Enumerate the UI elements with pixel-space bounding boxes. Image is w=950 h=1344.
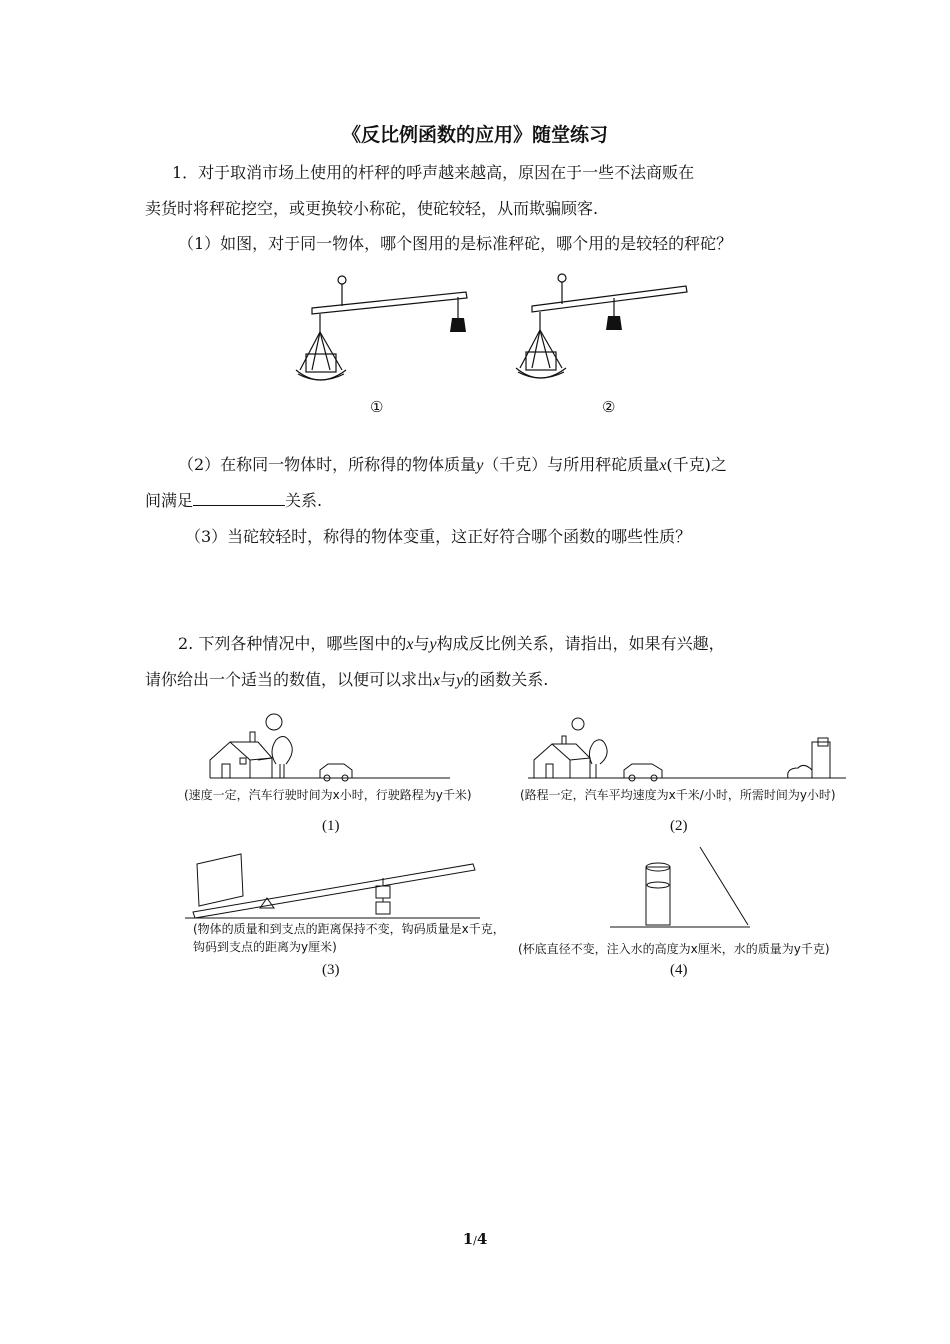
page-total: 4: [476, 1230, 488, 1248]
steelyard-weight: [450, 318, 466, 332]
building: [812, 742, 830, 778]
q1-sub2-text-c: (千克)之: [666, 455, 727, 474]
q2-line1-c: 构成反比例关系，请指出，如果有兴趣，: [436, 634, 725, 653]
page-separator: /: [473, 1234, 477, 1247]
steelyard-weight: [606, 316, 622, 330]
page-footer: [0, 1230, 950, 1248]
water-surface: [647, 882, 669, 888]
sun: [266, 714, 282, 730]
steelyard-hook-circle: [338, 276, 346, 284]
var-y: y: [429, 636, 437, 653]
answer-blank[interactable]: [193, 491, 285, 506]
fig-label-2: ②: [602, 400, 616, 416]
scene-figure-1: [180, 708, 480, 783]
steelyard-goods-box: [306, 354, 336, 372]
sight-line: [700, 847, 748, 925]
q1-sub3: （3）当砣较轻时，称得的物体变重，这正好符合哪个函数的哪些性质？: [185, 527, 692, 546]
steelyard-figure-1: [290, 270, 480, 395]
var-y: y: [456, 672, 464, 689]
q2-line2: [145, 670, 548, 691]
steelyard-hook-circle: [558, 274, 566, 282]
sun: [572, 718, 584, 730]
lever-figure: [185, 850, 485, 920]
fig4-caption: (杯底直径不变，注入水的高度为x厘米，水的质量为y千克): [518, 942, 830, 956]
q2-line2-a: 请你给出一个适当的数值，以便可以求出: [145, 670, 434, 689]
lever-box: [197, 854, 243, 906]
steelyard-beam: [312, 292, 467, 314]
q2-line2-c: 的函数关系.: [463, 670, 549, 689]
fig-label-1: ①: [370, 400, 384, 416]
hook-weight: [376, 902, 390, 914]
fig1-label: (1): [322, 818, 340, 834]
scene-figure-2: [520, 708, 850, 783]
fig4-label: (4): [670, 962, 688, 978]
q1-intro-line1: 1．对于取消市场上使用的杆秤的呼声越来越高，原因在于一些不法商贩在: [172, 163, 695, 182]
tree: [589, 740, 607, 764]
fig1-caption: (速度一定，汽车行驶时间为x小时，行驶路程为y千米): [184, 788, 472, 802]
lever-beam: [193, 864, 475, 918]
q1-sub2-text-a: （2）在称同一物体时，所称得的物体质量: [178, 455, 477, 474]
q2-line2-b: 与: [440, 670, 457, 689]
q1-intro-line2: 卖货时将秤砣挖空，或更换较小称砣，使砣较轻，从而欺骗顾客.: [145, 199, 599, 218]
house: [534, 744, 570, 778]
hook-weight: [376, 886, 390, 898]
page-title: 《反比例函数的应用》随堂练习: [341, 124, 608, 146]
q1-sub2-text-b: （千克）与所用秤砣质量: [483, 455, 660, 474]
tree: [272, 736, 292, 764]
fig2-label: (2): [670, 818, 688, 834]
q1-sub2-line2-a: 间满足: [145, 491, 194, 510]
page-number: 1: [462, 1230, 474, 1248]
glass: [646, 867, 670, 925]
glass-figure: [610, 845, 760, 935]
fig3-label: (3): [322, 962, 340, 978]
steelyard-goods-box: [526, 352, 556, 370]
var-x: x: [659, 457, 667, 474]
fig3-caption-line1: (物体的质量和到支点的距离保持不变，钩码质量是x千克，: [193, 922, 505, 936]
q1-sub1: （1）如图，对于同一物体，哪个图用的是标准秤砣，哪个用的是较轻的秤砣？: [178, 234, 733, 253]
q1-sub2-line2: [145, 491, 322, 511]
q2-line1-b: 与: [413, 634, 430, 653]
fig3-caption-line2: 钩码到支点的距离为y厘米): [193, 940, 337, 954]
q1-sub2-line1: [178, 455, 727, 476]
q2-line1: [178, 634, 725, 655]
fig2-caption: (路程一定，汽车平均速度为x千米/小时，所需时间为y小时): [520, 788, 836, 802]
q1-sub2-line2-b: 关系.: [285, 491, 323, 510]
var-x: x: [406, 636, 414, 653]
steelyard-beam: [532, 286, 687, 312]
var-x: x: [433, 672, 441, 689]
q2-line1-a: 2. 下列各种情况中，哪些图中的: [178, 634, 407, 653]
var-y: y: [476, 457, 484, 474]
steelyard-figure-2: [510, 268, 700, 393]
